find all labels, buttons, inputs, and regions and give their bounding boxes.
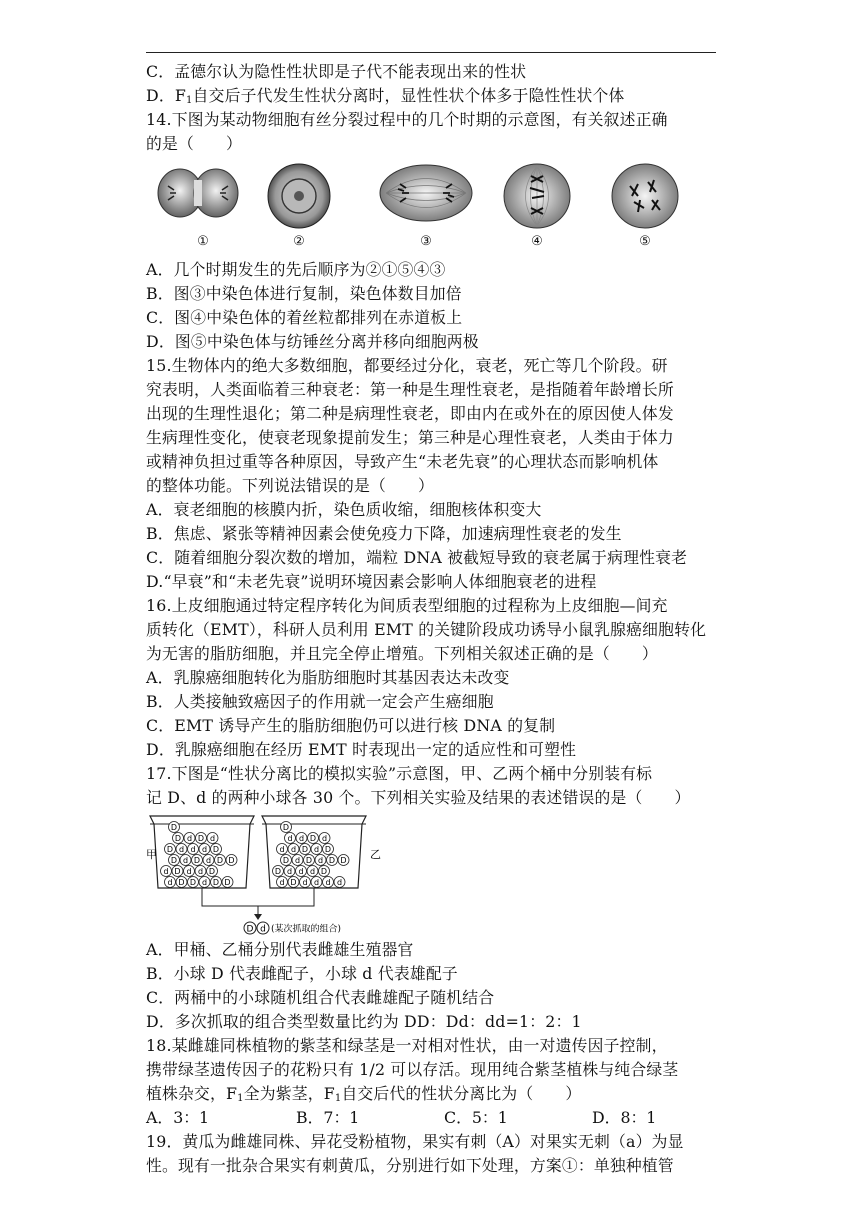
bucket-ball-label: d (186, 867, 192, 876)
q15-line: 的整体功能。下列说法错误的是（ ） (146, 476, 434, 495)
bucket-ball-label: d (286, 867, 293, 876)
q18-line (146, 1082, 718, 1106)
bucket-ball-label: D (320, 867, 328, 876)
q15-line: 或精神负担过重等各种原因，导致产生“未老先衰”的心理状态而影响机体 (146, 452, 659, 471)
bucket-ball-label: d (163, 867, 169, 876)
q15-option-d: D.“早衰”和“未老先衰”说明环境因素会影响人体细胞衰老的进程 (146, 572, 597, 591)
bucket-ball-label: D (328, 856, 336, 865)
bucket-ball-label: d (336, 878, 343, 887)
bucket-ball-label: D (274, 867, 282, 876)
text-segment: 自交后代的性状分离比为（ ） (341, 1084, 582, 1103)
q18-option-b: B．7：1 (296, 1108, 360, 1127)
figure-label-2: ② (293, 234, 305, 249)
bucket-ball-label: d (302, 878, 308, 887)
bucket-ball-label: d (287, 834, 293, 843)
cell-anaphase-illustration (378, 162, 474, 224)
connector-lines (202, 888, 314, 916)
text-segment: 植株杂交，F (146, 1084, 238, 1103)
cell-interphase-illustration (266, 162, 332, 230)
q15-line: 究表明，人类面临着三种衰老：第一种是生理性衰老，是指随着年龄增长所 (146, 380, 674, 399)
q15-line: 出现的生理性退化；第二种是病理性衰老，即由内在或外在的原因使人体发 (146, 404, 674, 423)
q13-option-d (146, 84, 718, 108)
subscript: 1 (237, 1093, 244, 1104)
bucket-ball-label: d (309, 867, 316, 876)
bucket-ball-label: d (313, 878, 320, 887)
bucket-ball-label: d (298, 867, 304, 876)
q15-option-b: B．焦虑、紧张等精神因素会使免疫力下降，加速病理性衰老的发生 (146, 524, 622, 543)
q14-option-d: D．图⑤中染色体与纺锤丝分离并移向细胞两极 (146, 332, 479, 351)
bucket-ball-label: d (182, 856, 189, 865)
bucket-ball-label: D (282, 856, 290, 865)
bucket-ball-label: d (317, 856, 324, 865)
bucket-ball-label: D (189, 878, 197, 887)
bucket-ball-label: d (205, 856, 212, 865)
q14-stem-line: 的是（ ） (146, 134, 242, 153)
q17-line: 17.下图是“性状分离比的模拟实验”示意图，甲、乙两个桶中分别装有标 (146, 764, 653, 783)
q13-option-c: C．孟德尔认为隐性性状即是子代不能表现出来的性状 (146, 62, 527, 81)
q16-option-c: C．EMT 诱导产生的脂肪细胞仍可以进行核 DNA 的复制 (146, 716, 556, 735)
bucket-ball-label: D (170, 823, 178, 832)
bucket-ball-label: D (170, 856, 178, 865)
bucket-ball-label: d (209, 834, 216, 843)
bucket-ball-label: D (208, 867, 216, 876)
cell-prophase-illustration (610, 162, 680, 230)
bucket-ball-label: d (325, 878, 331, 887)
q15-option-a: A．衰老细胞的核膜内折，染色质收缩，细胞核体积变大 (146, 500, 542, 519)
bucket-ball-label: d (197, 867, 204, 876)
q15-line: 15.生物体内的绝大多数细胞，都要经过分化，衰老，死亡等几个阶段。研 (146, 356, 668, 375)
result-ball-label: D (246, 924, 254, 935)
arrow-head-icon (254, 914, 262, 920)
q15-option-c: C．随着细胞分裂次数的增加，端粒 DNA 被截短导致的衰老属于病理性衰老 (146, 548, 688, 567)
q18-line: 携带绿茎遗传因子的花粉只有 1/2 可以存活。现用纯合紫茎植株与纯合绿茎 (146, 1060, 679, 1079)
figure-label-3: ③ (420, 234, 432, 249)
bucket-ball-label: d (186, 834, 193, 843)
mitosis-figure (146, 156, 718, 258)
bucket-ball-label: d (313, 845, 320, 854)
bucket-ball-label: D (212, 878, 220, 887)
q16-line: 16.上皮细胞通过特定程序转化为间质表型细胞的过程称为上皮细胞—间充 (146, 596, 668, 615)
q14-option-c: C．图④中染色体的着丝粒都排列在赤道板上 (146, 308, 463, 327)
bucket-ball-label: d (178, 845, 185, 854)
q14-option-a: A．几个时期发生的先后顺序为②①⑤④③ (146, 260, 446, 279)
bucket-left (150, 816, 254, 888)
text-segment: 自交后子代发生性状分离时，显性性状个体多于隐性性状个体 (192, 86, 625, 105)
q18-options (146, 1106, 718, 1130)
bucket-ball-label: D (309, 834, 317, 843)
bucket-ball-label: D (193, 856, 201, 865)
cell-metaphase-illustration (502, 162, 572, 230)
subscript: 1 (186, 95, 193, 106)
subscript: 1 (334, 1093, 342, 1104)
bucket-ball-label: d (298, 834, 305, 843)
q16-option-b: B．人类接触致癌因子的作用就一定会产生癌细胞 (146, 692, 494, 711)
q19-line: 性。现有一批杂合果实有刺黄瓜，分别进行如下处理，方案①：单独种植管 (146, 1156, 674, 1175)
bucket-ball-label: D (224, 878, 231, 887)
bucket-ball-label: D (301, 845, 309, 854)
figure-label-5: ⑤ (639, 234, 651, 249)
q18-option-a: A．3：1 (146, 1108, 210, 1127)
figure-caption: (某次抓取的组合) (271, 924, 342, 935)
q16-line: 为无害的脂肪细胞，并且完全停止增殖。下列相关叙述正确的是（ ） (146, 644, 658, 663)
bucket-ball-label: d (201, 878, 208, 887)
text-segment: D．F (146, 86, 187, 105)
bucket-ball-label: D (216, 856, 224, 865)
q17-option-a: A．甲桶、乙桶分别代表雌雄生殖器官 (146, 940, 414, 959)
q18-option-c: C．5：1 (444, 1108, 508, 1127)
bucket-ball-label: d (167, 878, 173, 887)
q15-line: 生病理性变化，使衰老现象提前发生；第三种是心理性衰老，人类由于体力 (146, 428, 674, 447)
bucket-ball-label: D (340, 856, 347, 865)
q14-option-b: B．图③中染色体进行复制，染色体数目加倍 (146, 284, 462, 303)
bucket-ball-label: D (305, 856, 313, 865)
cell-telophase-illustration (156, 162, 240, 222)
bucket-diagram (146, 812, 386, 938)
q19-line: 19．黄瓜为雌雄同株、异花受粉植物，果实有刺（A）对果实无刺（a）为显 (146, 1132, 684, 1151)
q16-line: 质转化（EMT），科研人员利用 EMT 的关键阶段成功诱导小鼠乳腺癌细胞转化 (146, 620, 707, 639)
bucket-ball-label: D (228, 856, 235, 865)
header-rule (146, 52, 716, 53)
bucket-right (262, 816, 366, 888)
bucket-ball-label: d (279, 845, 285, 854)
q16-option-a: A．乳腺癌细胞转化为脂肪细胞时其基因表达未改变 (146, 668, 510, 687)
bucket-ball-label: D (166, 845, 174, 854)
q18-option-d: D．8：1 (592, 1108, 657, 1127)
bucket-ball-label: D (178, 878, 185, 887)
bucket-ball-label: d (201, 845, 208, 854)
bucket-ball-label: D (174, 834, 182, 843)
q17-option-c: C．两桶中的小球随机组合代表雌雄配子随机结合 (146, 988, 495, 1007)
bucket-ball-label: D (290, 878, 297, 887)
bucket-ball-label: d (290, 845, 297, 854)
bucket-ball-label: d (321, 834, 328, 843)
text-segment: 全为紫茎，F (243, 1084, 335, 1103)
bucket-ball-label: D (212, 845, 220, 854)
bucket-ball-label: D (324, 845, 332, 854)
q17-option-b: B．小球 D 代表雌配子，小球 d 代表雄配子 (146, 964, 458, 983)
right-bucket-label: 乙 (370, 848, 381, 861)
left-bucket-label: 甲 (146, 848, 157, 861)
q16-option-d: D．乳腺癌细胞在经历 EMT 时表现出一定的适应性和可塑性 (146, 740, 577, 759)
q17-option-d: D．多次抓取的组合类型数量比约为 DD：Dd：dd=1：2：1 (146, 1012, 582, 1031)
figure-label-4: ④ (531, 234, 543, 249)
bucket-ball-label: d (190, 845, 196, 854)
figure-label-1: ① (197, 234, 209, 249)
q14-stem-line: 14.下图为某动物细胞有丝分裂过程中的几个时期的示意图，有关叙述正确 (146, 110, 668, 129)
q17-line: 记 D、d 的两种小球各 30 个。下列相关实验及结果的表述错误的是（ ） (146, 788, 691, 807)
bucket-ball-label: D (282, 823, 290, 832)
exam-page (146, 60, 718, 1178)
bucket-ball-label: d (279, 878, 285, 887)
bucket-ball-label: d (294, 856, 301, 865)
bucket-ball-label: D (174, 867, 181, 876)
q18-line: 18.某雌雄同株植物的紫茎和绿茎是一对相对性状，由一对遗传因子控制， (146, 1036, 668, 1055)
bucket-ball-label: D (197, 834, 205, 843)
bucket-figure (146, 810, 718, 938)
result-ball-label: d (260, 924, 266, 935)
